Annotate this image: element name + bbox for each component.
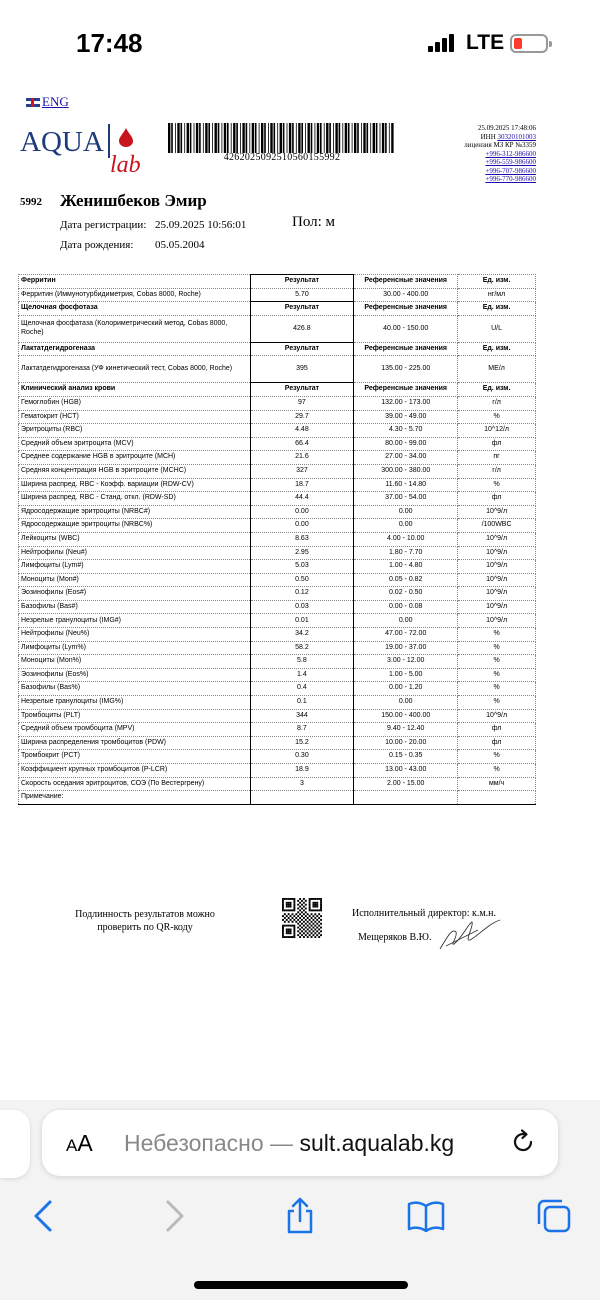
result-cell: 0.4 [250,682,354,696]
table-row [19,750,536,764]
result-cell: 15.2 [250,736,354,750]
table-row [19,478,536,492]
test-name-cell: Ферритин [19,275,251,289]
test-name-cell: Нейтрофилы (Neu%) [19,628,251,642]
reference-cell: 30.00 - 400.00 [354,288,458,302]
table-row [19,696,536,710]
unit-cell: 10^9/л [458,709,536,723]
unit-cell: мм/ч [458,777,536,791]
phone-link[interactable]: +996-770-986600 [485,175,536,183]
result-cell [250,791,354,805]
dob-value: 05.05.2004 [155,239,205,251]
unit-cell: фл [458,492,536,506]
lab-report [0,90,600,1100]
reference-cell: 10.00 - 20.00 [354,736,458,750]
test-name-cell: Среднее содержание HGB в эритроците (MCH) [19,451,251,465]
unit-cell: Ед. изм. [458,302,536,316]
unit-cell: % [458,628,536,642]
results-table [18,274,536,805]
language-link[interactable] [26,94,69,110]
director-name: Мещеряков В.Ю. [358,932,432,943]
barcode-number: 4262025092510560155992 [223,152,341,163]
reference-cell: 0.00 - 1.20 [354,682,458,696]
unit-cell: 10^9/л [458,573,536,587]
result-cell: 29.7 [250,410,354,424]
back-icon[interactable] [24,1196,64,1236]
unit-cell: 10^9/л [458,560,536,574]
dob-label: Дата рождения: [60,239,134,251]
unit-cell: Ед. изм. [458,383,536,397]
table-row [19,505,536,519]
result-cell: 3 [250,777,354,791]
result-cell: 0.30 [250,750,354,764]
test-name-cell: Ширина распред. RBC - Коэфф. вариации (RDW-CV) [19,478,251,492]
network-type: LTE [466,31,505,54]
test-name-cell: Ферритин (Иммунотурбидиметрия, Cobas 8000, Roche) [19,288,251,302]
barcode-image [168,123,396,153]
table-row [19,641,536,655]
inn-line: ИНН 30320101003 [480,132,536,141]
signature-icon [438,916,502,952]
result-cell: 0.00 [250,519,354,533]
phone-link[interactable]: +996-312-986600 [485,149,536,158]
reference-cell: 0.02 - 0.50 [354,587,458,601]
unit-cell: пг [458,451,536,465]
result-cell: 327 [250,464,354,478]
result-cell: 5.03 [250,560,354,574]
director-title: Исполнительный директор: к.м.н. [352,908,497,919]
status-time: 17:48 [76,28,143,58]
result-cell: 8.7 [250,723,354,737]
test-name-cell: Скорость оседания эритроцитов, СОЭ (По Вестергрену) [19,777,251,791]
result-cell: Результат [250,342,354,356]
unit-cell: нг/мл [458,288,536,302]
result-cell: 1.4 [250,668,354,682]
reference-cell: 0.00 [354,519,458,533]
unit-cell: % [458,682,536,696]
table-row [19,723,536,737]
unit-cell: фл [458,723,536,737]
reference-cell: 135.00 - 225.00 [354,356,458,383]
table-row [19,464,536,478]
test-name-cell: Лактатдегидрогеназа [19,342,251,356]
aqualab-logo [20,122,160,178]
patient-sex: Пол: м [292,214,336,230]
logo-sub: lab [110,152,141,178]
reference-cell: 0.05 - 0.82 [354,573,458,587]
table-row [19,587,536,601]
reference-cell: 39.00 - 49.00 [354,410,458,424]
unit-cell: МЕ/л [458,356,536,383]
result-cell: 5.70 [250,288,354,302]
test-name-cell: Базофилы (Bas%) [19,682,251,696]
result-cell: 2.95 [250,546,354,560]
result-cell: 395 [250,356,354,383]
reference-cell: 13.00 - 43.00 [354,764,458,778]
unit-cell: % [458,655,536,669]
forward-icon[interactable] [154,1196,194,1236]
table-row [19,628,536,642]
table-row [19,560,536,574]
table-row [19,791,536,805]
table-row [19,777,536,791]
reference-cell: Референсные значения [354,302,458,316]
table-row [19,424,536,438]
table-row [19,600,536,614]
test-name-cell: Ядросодержащие эритроциты (NRBC%) [19,519,251,533]
reference-cell: 27.00 - 34.00 [354,451,458,465]
reference-cell: 0.00 [354,505,458,519]
test-name-cell: Лимфоциты (Lym%) [19,641,251,655]
test-name-cell: Гемоглобин (HGB) [19,396,251,410]
unit-cell: % [458,668,536,682]
unit-cell: % [458,641,536,655]
language-link-label: ENG [42,94,69,109]
unit-cell: 10^9/л [458,587,536,601]
result-cell: 34.2 [250,628,354,642]
share-icon[interactable] [280,1196,320,1236]
test-name-cell: Ширина распред. RBC - Станд. откл. (RDW-SD) [19,492,251,506]
test-name-cell: Нейтрофилы (Neu#) [19,546,251,560]
table-row [19,736,536,750]
reference-cell: 19.00 - 37.00 [354,641,458,655]
previous-tab-preview[interactable] [0,1110,30,1178]
test-name-cell: Щелочная фосфатаза (Колориметрический метод, Cobas 8000, Roche) [19,315,251,342]
section-header-row [19,383,536,397]
test-name-cell: Лимфоциты (Lym#) [19,560,251,574]
uk-flag-icon [26,98,40,107]
unit-cell: 10^9/л [458,505,536,519]
section-header-row [19,302,536,316]
result-cell: 0.50 [250,573,354,587]
logo-brand: AQUA [20,126,104,158]
result-cell: 0.00 [250,505,354,519]
unit-cell: 10^12/л [458,424,536,438]
reference-cell: 37.00 - 54.00 [354,492,458,506]
unit-cell: 10^9/л [458,532,536,546]
table-row [19,764,536,778]
test-name-cell: Коэффициент крупных тромбоцитов (P-LCR) [19,764,251,778]
reference-cell: 300.00 - 380.00 [354,464,458,478]
test-name-cell: Эритроциты (RBC) [19,424,251,438]
unit-cell: % [458,750,536,764]
test-name-cell: Моноциты (Mon%) [19,655,251,669]
reference-cell: Референсные значения [354,342,458,356]
section-header-row [19,342,536,356]
test-name-cell: Тромбоциты (PLT) [19,709,251,723]
test-name-cell: Щелочная фосфотаза [19,302,251,316]
reference-cell: 2.00 - 15.00 [354,777,458,791]
reference-cell: 1.00 - 5.00 [354,668,458,682]
table-row [19,492,536,506]
unit-cell: Ед. изм. [458,275,536,289]
test-name-cell: Гематокрит (HCT) [19,410,251,424]
test-name-cell: Эозинофилы (Eos%) [19,668,251,682]
result-cell: 21.6 [250,451,354,465]
test-name-cell: Средний объем эритроцита (MCV) [19,437,251,451]
reference-cell: 1.80 - 7.70 [354,546,458,560]
test-name-cell: Клинический анализ крови [19,383,251,397]
unit-cell: % [458,696,536,710]
table-row [19,532,536,546]
test-name-cell: Незрелые гранулоциты (IMG%) [19,696,251,710]
status-bar [0,0,600,90]
table-row [19,437,536,451]
test-name-cell: Средняя концентрация HGB в эритроците (MCHC) [19,464,251,478]
test-name-cell: Тромбокрит (PCT) [19,750,251,764]
result-cell: 344 [250,709,354,723]
qr-verify-text: Подлинность результатов можно проверить по QR-коду [75,909,215,933]
unit-cell: фл [458,736,536,750]
unit-cell: % [458,478,536,492]
reload-icon[interactable] [508,1127,538,1157]
browser-toolbar [0,1100,600,1300]
result-cell: Результат [250,275,354,289]
reference-cell: 132.00 - 173.00 [354,396,458,410]
reference-cell: 0.00 [354,614,458,628]
test-name-cell: Ядросодержащие эритроциты (NRBC#) [19,505,251,519]
result-cell: 58.2 [250,641,354,655]
test-name-cell: Лактатдегидрогеназа (УФ кинетический тест, Cobas 8000, Roche) [19,356,251,383]
registration-value: 25.09.2025 10:56:01 [155,219,247,231]
table-row [19,356,536,383]
inn-link[interactable]: 30320101003 [497,132,536,141]
result-cell: 0.12 [250,587,354,601]
unit-cell: г/л [458,396,536,410]
registration-label: Дата регистрации: [60,219,147,231]
license-line: лицензия МЗ КР №3359 [464,141,536,149]
phone-link[interactable]: +996-707-986600 [485,166,536,175]
test-name-cell: Базофилы (Bas#) [19,600,251,614]
bookmarks-icon[interactable] [406,1196,446,1236]
reference-cell: 3.00 - 12.00 [354,655,458,669]
reference-cell: 0.15 - 0.35 [354,750,458,764]
url-text[interactable]: Небезопасно — sult.aqualab.kg [124,1130,455,1156]
table-row [19,396,536,410]
table-row [19,315,536,342]
battery-level [514,38,522,49]
result-cell: 0.01 [250,614,354,628]
text-size-button[interactable]: AA [66,1130,93,1156]
section-header-row [19,275,536,289]
reference-cell: Референсные значения [354,275,458,289]
reference-cell: 4.30 - 5.70 [354,424,458,438]
reference-cell: 47.00 - 72.00 [354,628,458,642]
reference-cell: 150.00 - 400.00 [354,709,458,723]
result-cell: 426.8 [250,315,354,342]
result-cell: Результат [250,383,354,397]
test-name-cell: Ширина распределения тромбоцитов (PDW) [19,736,251,750]
test-name-cell: Эозинофилы (Eos#) [19,587,251,601]
reference-cell: 9.40 - 12.40 [354,723,458,737]
table-row [19,451,536,465]
table-row [19,519,536,533]
test-name-cell: Лейкоциты (WBC) [19,532,251,546]
result-cell: 4.48 [250,424,354,438]
report-datetime: 25.09.2025 17:48:06 [477,124,536,132]
result-cell: 8.63 [250,532,354,546]
result-cell: 18.9 [250,764,354,778]
table-row [19,410,536,424]
reference-cell: 1.00 - 4.80 [354,560,458,574]
result-cell: Результат [250,302,354,316]
address-bar[interactable] [42,1110,558,1176]
reference-cell: 0.00 [354,696,458,710]
table-row [19,709,536,723]
result-cell: 5.8 [250,655,354,669]
unit-cell [458,791,536,805]
test-name-cell: Средний объем тромбоцита (MPV) [19,723,251,737]
reference-cell: 40.00 - 150.00 [354,315,458,342]
unit-cell: % [458,410,536,424]
lab-meta [464,124,536,184]
reference-cell: 11.60 - 14.80 [354,478,458,492]
unit-cell: % [458,764,536,778]
result-cell: 44.4 [250,492,354,506]
phone-link[interactable]: +996-559-986600 [485,158,536,166]
tabs-icon[interactable] [534,1196,574,1236]
unit-cell: /100WBC [458,519,536,533]
table-row [19,682,536,696]
table-row [19,614,536,628]
reference-cell: 0.00 - 0.08 [354,600,458,614]
unit-cell: 10^9/л [458,546,536,560]
reference-cell [354,791,458,805]
drop-icon [119,128,133,147]
table-row [19,668,536,682]
reference-cell: 80.00 - 99.00 [354,437,458,451]
qr-code-icon[interactable] [282,898,322,938]
table-row [19,546,536,560]
unit-cell: Ед. изм. [458,342,536,356]
battery-icon [510,34,548,53]
reference-cell: Референсные значения [354,383,458,397]
table-row [19,655,536,669]
unit-cell: U/L [458,315,536,342]
result-cell: 18.7 [250,478,354,492]
table-row [19,288,536,302]
unit-cell: 10^9/л [458,600,536,614]
test-name-cell: Незрелые гранулоциты (IMG#) [19,614,251,628]
table-row [19,573,536,587]
cellular-signal-icon [428,34,458,52]
unit-cell: фл [458,437,536,451]
patient-name: Женишбеков Эмир [60,191,207,210]
result-cell: 0.03 [250,600,354,614]
result-cell: 0.1 [250,696,354,710]
patient-id: 5992 [20,196,42,208]
result-cell: 97 [250,396,354,410]
reference-cell: 4.00 - 10.00 [354,532,458,546]
unit-cell: 10^9/л [458,614,536,628]
home-indicator[interactable] [194,1281,408,1289]
unit-cell: г/л [458,464,536,478]
result-cell: 66.4 [250,437,354,451]
test-name-cell: Примечание: [19,791,251,805]
test-name-cell: Моноциты (Mon#) [19,573,251,587]
